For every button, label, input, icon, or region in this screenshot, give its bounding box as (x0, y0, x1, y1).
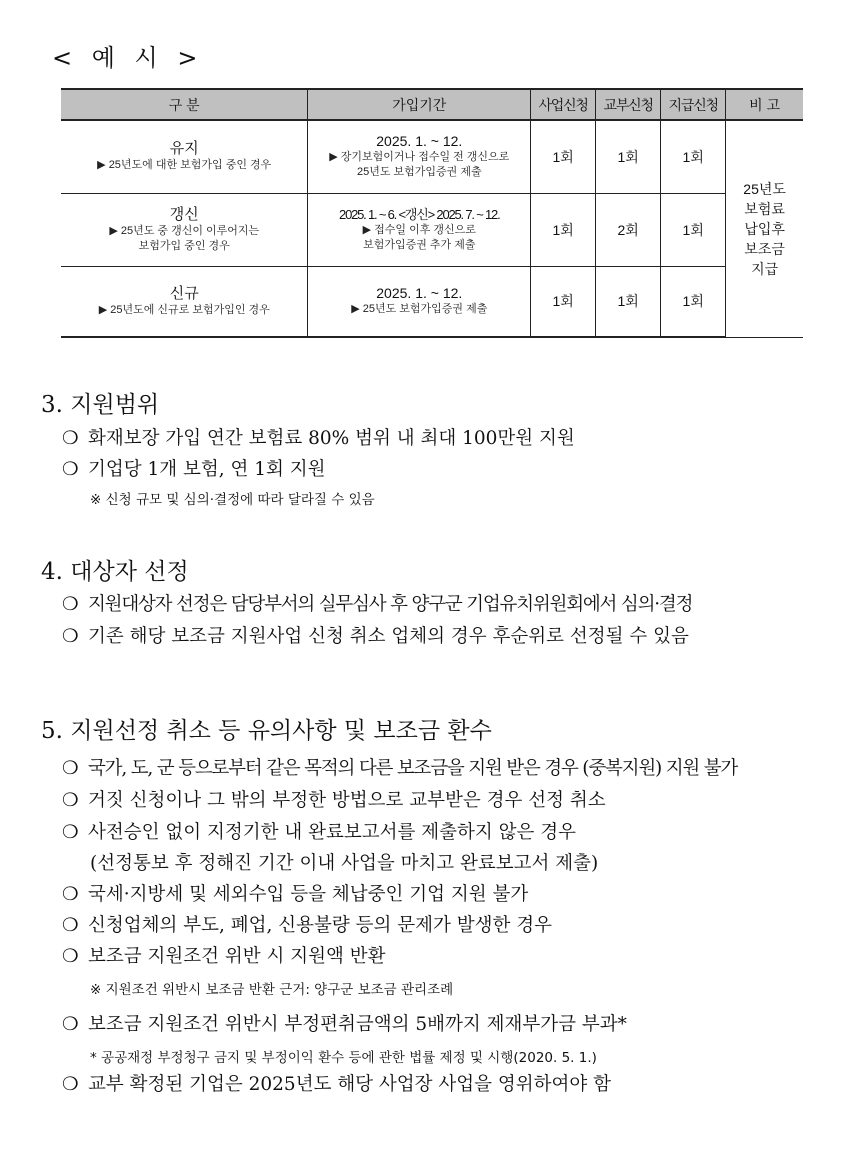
grant-application-count: 1회 (596, 266, 661, 337)
list-item-text: 사전승인 없이 지정기한 내 완료보고서를 제출하지 않은 경우 (88, 822, 576, 843)
business-application-count: 1회 (531, 193, 596, 266)
period-main: 2025. 1. ~ 6. <갱신> 2025. 7. ~ 12. (339, 207, 500, 222)
note-cell (726, 120, 803, 337)
business-application-count: 1회 (531, 120, 596, 193)
circle-bullet-icon: ❍ (62, 1014, 79, 1035)
list-item (62, 786, 606, 812)
period-cell (308, 120, 531, 193)
list-item-text: 국세·지방세 및 세외수입 등을 체납중인 기업 지원 불가 (88, 884, 529, 905)
list-item (62, 754, 737, 780)
list-item (62, 590, 692, 616)
category-cell (61, 266, 308, 337)
list-item (62, 911, 552, 937)
list-item-text: 화재보장 가입 연간 보험료 80% 범위 내 최대 100만원 지원 (88, 428, 575, 449)
circle-bullet-icon: ❍ (62, 459, 79, 480)
list-item-text: 지원대상자 선정은 담당부서의 실무심사 후 양구군 기업유치위원회에서 심의·결정 (88, 594, 693, 615)
note-line: 납입후 (744, 220, 785, 237)
category-name: 신규 (169, 284, 199, 302)
period-desc: ▶ 장기보험이거나 접수일 전 갱신으로 (329, 151, 510, 164)
section-heading: 5. 지원선정 취소 등 유의사항 및 보조금 환수 (41, 718, 492, 744)
list-item-text: 보조금 지원조건 위반시 부정편취금액의 5배까지 제재부가금 부과* (88, 1014, 627, 1035)
period-main: 2025. 1. ~ 12. (376, 285, 463, 302)
table-row (61, 120, 803, 193)
circle-bullet-icon: ❍ (62, 594, 78, 615)
header-category: 구 분 (61, 89, 308, 120)
list-item-text: 교부 확정된 기업은 2025년도 해당 사업장 사업을 영위하여야 함 (88, 1074, 612, 1095)
table-header-row (61, 89, 803, 120)
header-payment-application: 지급신청 (661, 89, 726, 120)
note-line: 보조금 (744, 240, 785, 257)
footnote: * 공공재정 부정청구 금지 및 부정이익 환수 등에 관한 법률 제정 및 시행(2020. 5. 1.) (90, 1050, 597, 1066)
category-name: 갱신 (169, 205, 199, 223)
example-table (61, 88, 803, 338)
grant-application-count: 1회 (596, 120, 661, 193)
list-item (62, 880, 528, 906)
list-item-text: 거짓 신청이나 그 밖의 부정한 방법으로 교부받은 경우 선정 취소 (88, 790, 606, 811)
circle-bullet-icon: ❍ (62, 790, 79, 811)
payment-application-count: 1회 (661, 193, 726, 266)
category-name: 유지 (169, 140, 199, 158)
circle-bullet-icon: ❍ (62, 758, 78, 779)
list-item (62, 1010, 627, 1036)
period-cell (308, 193, 531, 266)
note-line: 보험료 (744, 200, 785, 217)
category-desc: ▶ 25년도에 신규로 보험가입인 경우 (98, 303, 270, 316)
category-cell (61, 120, 308, 193)
list-item (62, 455, 326, 481)
header-period: 가입기간 (308, 89, 531, 120)
period-desc: 25년도 보험가입증권 제출 (356, 166, 482, 179)
circle-bullet-icon: ❍ (62, 428, 79, 449)
category-cell (61, 193, 308, 266)
remark: ※ 신청 규모 및 심의·결정에 따라 달라질 수 있음 (90, 492, 375, 508)
period-cell (308, 266, 531, 337)
list-item-text: 기업당 1개 보험, 연 1회 지원 (88, 459, 326, 480)
category-desc: 보험가입 중인 경우 (138, 239, 230, 252)
period-desc: ▶ 25년도 보험가입증권 제출 (351, 303, 488, 316)
table-row (61, 193, 803, 266)
category-desc: ▶ 25년도 중 갱신이 이루어지는 (109, 224, 260, 237)
list-item-text: 기존 해당 보조금 지원사업 신청 취소 업체의 경우 후순위로 선정될 수 있음 (88, 626, 689, 647)
payment-application-count: 1회 (661, 266, 726, 337)
section-heading: 4. 대상자 선정 (41, 559, 189, 585)
list-item-text: 신청업체의 부도, 폐업, 신용불량 등의 문제가 발생한 경우 (88, 915, 552, 936)
period-main: 2025. 1. ~ 12. (376, 133, 463, 150)
circle-bullet-icon: ❍ (62, 822, 79, 843)
header-grant-application: 교부신청 (596, 89, 661, 120)
header-business-application: 사업신청 (531, 89, 596, 120)
list-item (62, 818, 576, 844)
payment-application-count: 1회 (661, 120, 726, 193)
remark: ※ 지원조건 위반시 보조금 반환 근거: 양구군 보조금 관리조례 (90, 982, 454, 998)
header-note: 비 고 (726, 89, 803, 120)
category-desc: ▶ 25년도에 대한 보험가입 중인 경우 (97, 159, 272, 172)
business-application-count: 1회 (531, 266, 596, 337)
note-line: 25년도 (743, 180, 786, 197)
example-title: < 예 시 > (52, 44, 204, 72)
list-item (62, 622, 689, 648)
sub-note: (선정통보 후 정해진 기간 이내 사업을 마치고 완료보고서 제출) (90, 853, 599, 874)
section-heading: 3. 지원범위 (41, 392, 160, 418)
list-item-text: 보조금 지원조건 위반 시 지원액 반환 (88, 946, 386, 967)
list-item (62, 942, 385, 968)
circle-bullet-icon: ❍ (62, 946, 79, 967)
list-item-text: 국가, 도, 군 등으로부터 같은 목적의 다른 보조금을 지원 받은 경우 (중복지원) 지원 불가 (88, 758, 738, 779)
note-line: 지급 (751, 260, 779, 277)
circle-bullet-icon: ❍ (62, 1074, 79, 1095)
circle-bullet-icon: ❍ (62, 915, 79, 936)
period-desc: ▶ 접수일 이후 갱신으로 (362, 224, 476, 236)
table-row (61, 266, 803, 337)
period-desc: 보험가입증권 추가 제출 (363, 239, 476, 251)
list-item (62, 424, 575, 450)
circle-bullet-icon: ❍ (62, 884, 79, 905)
list-item (62, 1070, 611, 1096)
circle-bullet-icon: ❍ (62, 626, 79, 647)
grant-application-count: 2회 (596, 193, 661, 266)
